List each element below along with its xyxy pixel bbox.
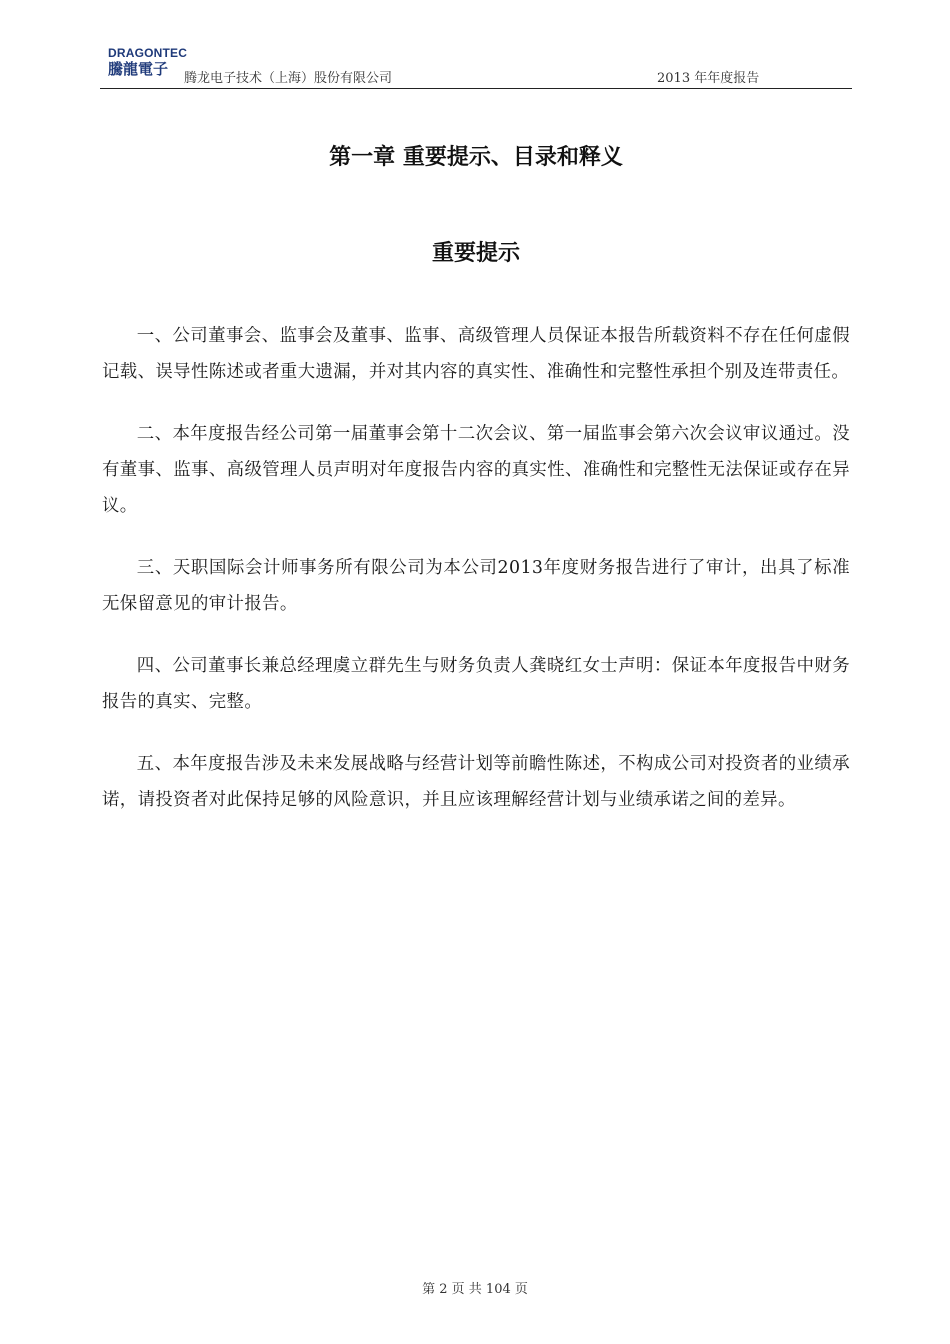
paragraph-3: 三、天职国际会计师事务所有限公司为本公司2013年度财务报告进行了审计，出具了标准无保留意见的审计报告。 [102,558,850,614]
paragraph-5: 五、本年度报告涉及未来发展战略与经营计划等前瞻性陈述，不构成公司对投资者的业绩承诺，请投资者对此保持足够的风险意识，并且应该理解经营计划与业绩承诺之间的差异。 [102,754,850,810]
header-report-title: 2013 年年度报告 [657,71,760,86]
header-company-name: 腾龙电子技术（上海）股份有限公司 [184,71,393,86]
chapter-title: 第一章 重要提示、目录和释义 [329,145,623,170]
logo-chinese-text: 騰龍電子 [108,60,169,78]
paragraph-1: 一、公司董事会、监事会及董事、监事、高级管理人员保证本报告所载资料不存在任何虚假记载、误导性陈述或者重大遗漏，并对其内容的真实性、准确性和完整性承担个别及连带责任。 [102,326,850,382]
paragraph-4: 四、公司董事长兼总经理虞立群先生与财务负责人龚晓红女士声明：保证本年度报告中财务报告的真实、完整。 [102,656,850,712]
page-header [100,44,852,89]
section-title: 重要提示 [431,241,520,266]
company-logo [108,46,188,84]
document-body [102,318,850,844]
logo-english-text: DRAGONTEC [108,46,188,60]
paragraph-2: 二、本年度报告经公司第一届董事会第十二次会议、第一届监事会第六次会议审议通过。没有董事、监事、高级管理人员声明对年度报告内容的真实性、准确性和完整性无法保证或存在异议。 [102,424,850,516]
page-number: 第 2 页 共 104 页 [422,1282,528,1297]
